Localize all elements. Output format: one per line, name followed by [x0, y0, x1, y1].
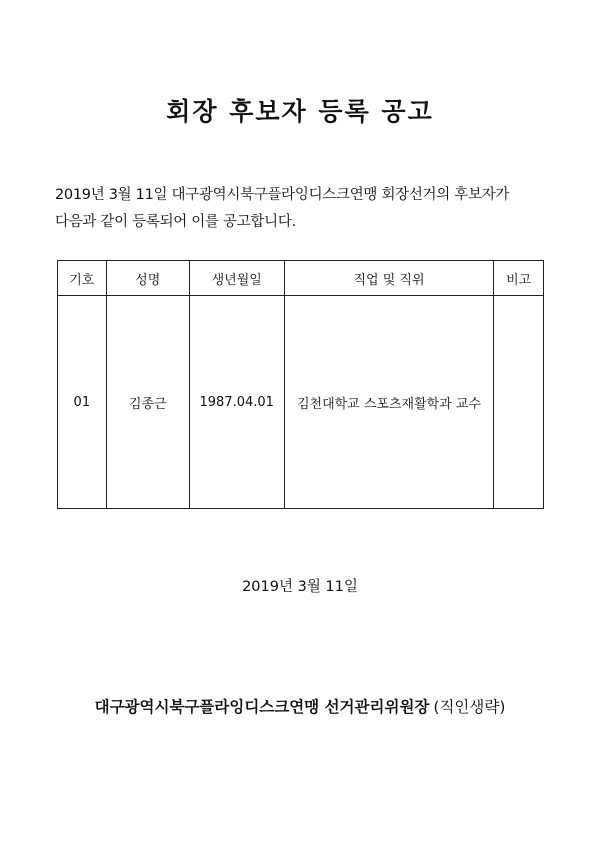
header-number: 기호	[58, 261, 107, 296]
candidate-table	[57, 260, 544, 509]
cell-remarks	[494, 296, 544, 509]
body-line-1: 2019년 3월 11일 대구광역시북구플라잉디스크연맹 회장선거의 후보자가	[55, 187, 510, 203]
header-name: 성명	[106, 261, 189, 296]
signature-org: 대구광역시북구플라잉디스크연맹 선거관리위원장	[94, 698, 430, 716]
header-remarks: 비고	[494, 261, 544, 296]
announcement-date: 2019년 3월 11일	[242, 579, 358, 595]
signature-block	[0, 695, 600, 717]
announcement-title: 회장 후보자 등록 공고	[166, 97, 434, 126]
cell-name: 김종근	[106, 296, 189, 509]
body-line-2: 다음과 같이 등록되어 이를 공고합니다.	[55, 214, 296, 230]
cell-birthdate: 1987.04.01	[189, 296, 284, 509]
table-header-row	[58, 261, 544, 296]
cell-occupation: 김천대학교 스포츠재활학과 교수	[284, 296, 494, 509]
header-occupation: 직업 및 직위	[284, 261, 494, 296]
seal-note: (직인생략)	[433, 698, 506, 716]
cell-number: 01	[58, 296, 107, 509]
header-birthdate: 생년월일	[189, 261, 284, 296]
announcement-body	[55, 182, 555, 236]
table-row	[58, 296, 544, 509]
